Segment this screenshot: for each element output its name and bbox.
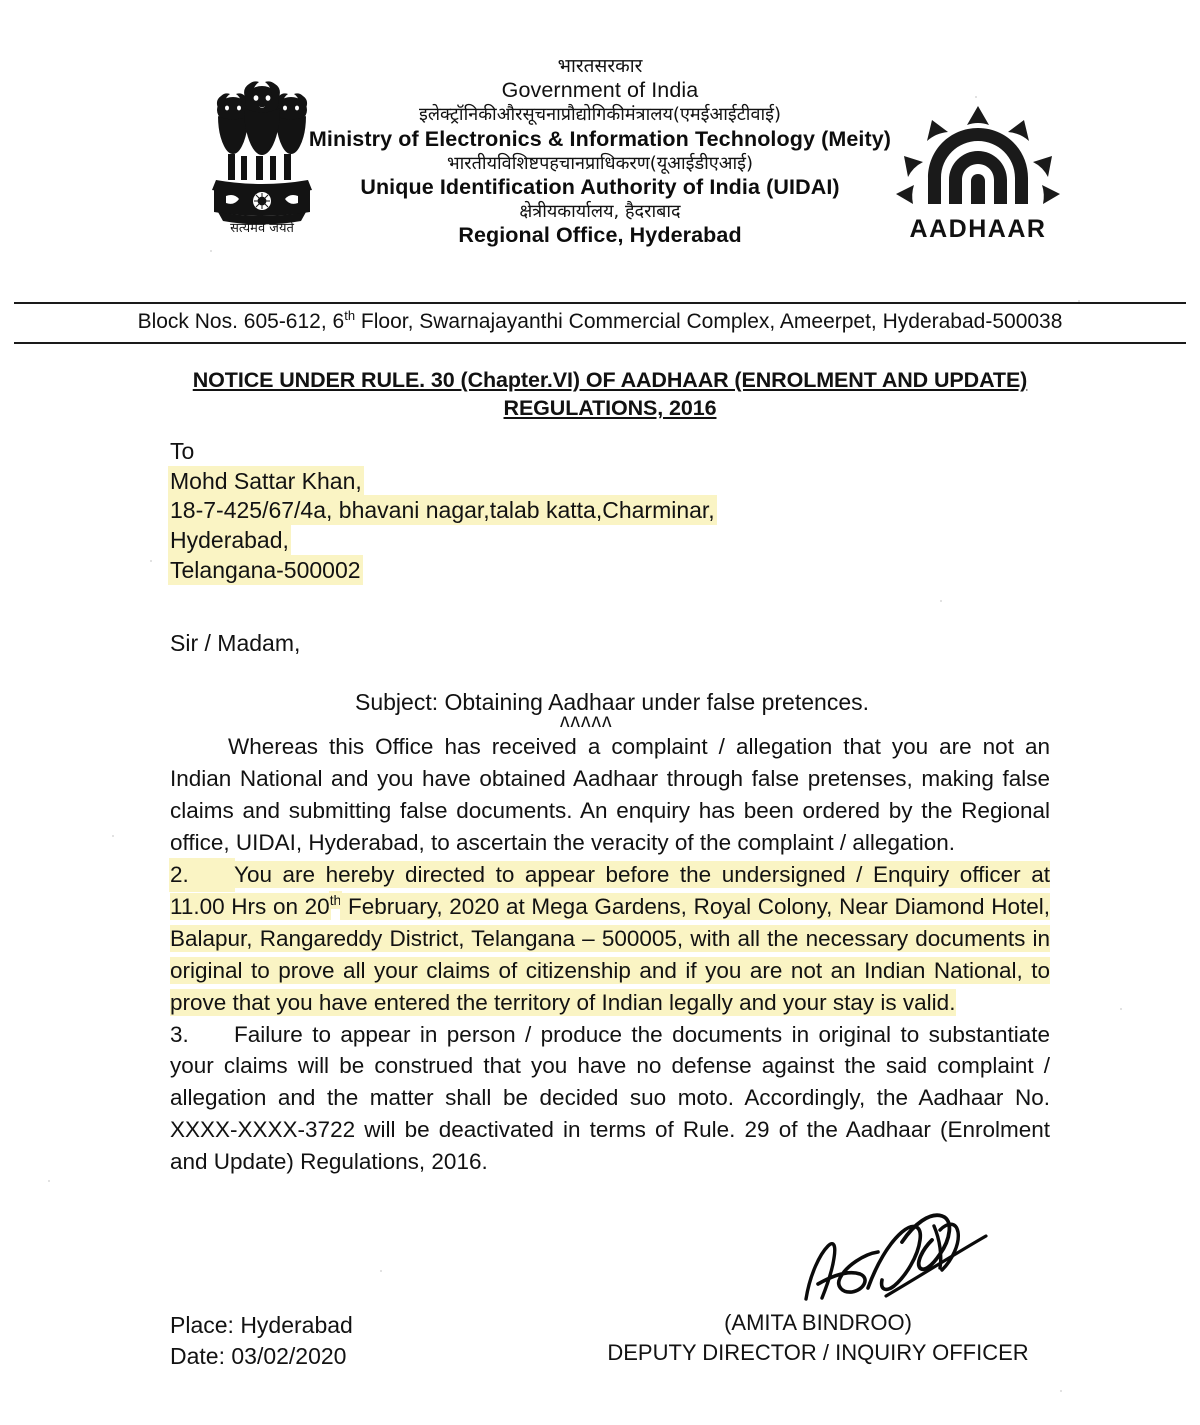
scan-speckle (112, 835, 114, 837)
signer-name: (AMITA BINDROO) (724, 1310, 912, 1336)
office-address-part1: Block Nos. 605-612, 6 (137, 310, 345, 333)
aadhaar-wordmark-text: AADHAAR (909, 215, 1047, 243)
date-ordinal-suffix: th (329, 892, 342, 909)
scan-speckle (380, 1270, 382, 1272)
addressee-street: 18-7-425/67/4a, bhavani nagar,talab katta,Charminar, (170, 497, 715, 524)
office-address-part2: Floor, Swarnajayanthi Commercial Complex, Ameerpet, Hyderabad-500038 (355, 310, 1063, 333)
aadhaar-fingerprint-logo-icon (890, 104, 1066, 244)
subject-line: Subject: Obtaining Aadhaar under false pretences. (355, 689, 870, 716)
addressee-city: Hyderabad, (170, 527, 289, 554)
document-body (0, 366, 1200, 1394)
scan-speckle (975, 96, 977, 98)
office-english-line: Regional Office, Hyderabad (458, 222, 742, 247)
paragraph-3-text: Failure to appear in person / produce the documents in original to substantiate your claims will be construed that you have no defense against the said complaint / allegation and the matter shall be decided suo moto. Accordingly, the Aadhaar No. XXXX-XXXX-3722 will be deactivated in terms of Rule. 29 of the Aadhaar (Enrolment and Update) Regulations, 2016. (170, 1021, 1050, 1175)
salutation: Sir / Madam, (170, 630, 301, 657)
govt-english-line: Government of India (501, 78, 699, 103)
paragraph-1 (170, 731, 1050, 859)
paragraph-3 (170, 1019, 1050, 1179)
scan-speckle (940, 600, 942, 602)
scan-speckle (1078, 300, 1080, 302)
handwritten-signature-icon (790, 1196, 1030, 1311)
organisation-name-block (290, 56, 910, 247)
govt-hindi-line: भारतसरकार (557, 55, 643, 77)
paragraph-2-number: 2. (170, 859, 234, 891)
place-text: Place: Hyderabad (170, 1312, 353, 1339)
addressee-state-pin: Telangana-500002 (170, 557, 361, 584)
notice-title-line2: REGULATIONS, 2016 (503, 396, 717, 421)
notice-title-line1: NOTICE UNDER RULE. 30 (Chapter.VI) OF AADHAAR (ENROLMENT AND UPDATE) (192, 367, 1028, 392)
scan-speckle (1120, 1008, 1122, 1010)
paragraph-1-text: Whereas this Office has received a complaint / allegation that you are not an Indian National and you have obtained Aadhaar through false pretenses, making false claims and submitting false documents. An enquiry has been ordered by the Regional office, UIDAI, Hyderabad, to ascertain the veracity of the complaint / allegation. (170, 734, 1050, 855)
signer-title: DEPUTY DIRECTOR / INQUIRY OFFICER (607, 1340, 1029, 1366)
office-hindi-line: क्षेत्रीयकार्यालय, हैदराबाद (519, 200, 681, 222)
emblem-motto-text: सत्यमेव जयते (230, 221, 294, 234)
authority-english-line: Unique Identification Authority of India (UIDAI) (360, 174, 840, 199)
scan-speckle (210, 250, 212, 252)
notice-title (170, 366, 1050, 423)
addressee-block (170, 467, 1050, 587)
signer-block (568, 1308, 1068, 1368)
date-text: Date: 03/02/2020 (170, 1343, 347, 1370)
subject-underline-carets: ᴧᴧᴧᴧᴧ (560, 711, 613, 733)
letterhead-header (0, 0, 1200, 296)
paragraph-2 (170, 859, 1050, 1019)
scan-speckle (150, 560, 152, 562)
scan-speckle (1060, 1390, 1062, 1392)
to-label: To (170, 437, 195, 464)
office-address-strip (0, 304, 1200, 342)
signature-footer (170, 1204, 1050, 1394)
floor-ordinal-suffix: th (344, 308, 356, 323)
scan-speckle (48, 1180, 50, 1182)
paragraph-2-text-a: You are hereby directed to appear before the undersigned / Enquiry officer at 11.00 Hrs on 20 (170, 861, 1050, 919)
ministry-english-line: Ministry of Electronics & Information Technology (Meity) (308, 126, 892, 151)
place-date-block (170, 1310, 353, 1372)
ministry-hindi-line: इलेक्ट्रॉनिकीऔरसूचनाप्रौद्योगिकीमंत्रालय(एमईआईटीवाई) (418, 104, 782, 126)
addressee-name: Mohd Sattar Khan, (170, 467, 362, 494)
paragraph-2-text-b: February, 2020 at Mega Gardens, Royal Colony, Near Diamond Hotel, Balapur, Rangareddy District, Telangana – 500005, with all the necessary documents in original to prove all your claims of citizenship and if you are not an Indian National, to prove that you have entered the territory of Indian legally and your stay is valid. (170, 893, 1050, 1015)
header-rule-bottom (14, 342, 1186, 344)
india-state-emblem-icon (196, 68, 328, 234)
authority-hindi-line: भारतीयविशिष्टपहचानप्राधिकरण(यूआईडीएआई) (446, 152, 754, 174)
paragraph-3-number: 3. (170, 1021, 189, 1047)
